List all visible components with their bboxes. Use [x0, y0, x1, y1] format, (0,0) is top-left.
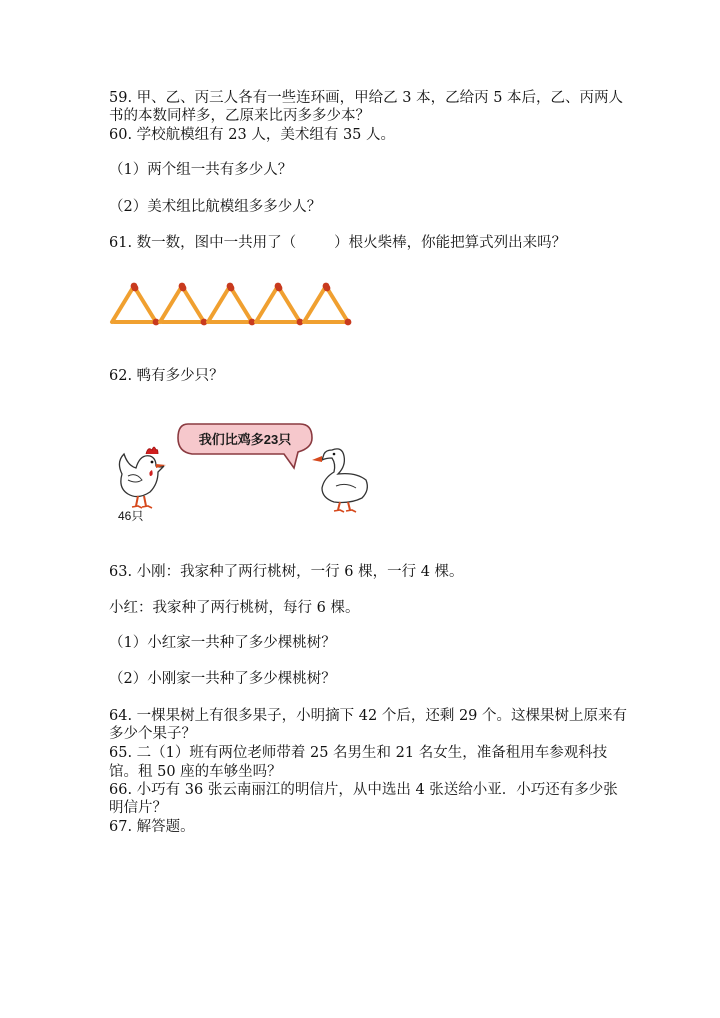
q63-sub1: （1）小红家一共种了多少棵桃树？ [109, 635, 336, 651]
q59-line1: 59. 甲、乙、丙三人各有一些连环画，甲给乙 3 本，乙给丙 5 本后，乙、丙两人 [109, 90, 624, 106]
q62-stem: 62. 鸭有多少只？ [109, 368, 224, 384]
q60-sub2: （2）美术组比航模组多多少人？ [109, 199, 322, 215]
q61-stem [109, 233, 566, 253]
q60-stem: 60. 学校航模组有 23 人，美术组有 35 人。 [109, 127, 396, 143]
matchstick [324, 285, 348, 322]
q61-stem-before: 61. 数一数，图中一共用了（ [109, 235, 297, 251]
q63-sub2: （2）小刚家一共种了多少棵桃树？ [109, 671, 336, 687]
chicken-duck-figure [108, 414, 378, 524]
chicken-icon [119, 447, 166, 508]
q59-line2: 书的本数同样多，乙原来比丙多多少本？ [109, 108, 370, 124]
q65-line1: 65. 二（1）班有两位老师带着 25 名男生和 21 名女生，准备租用车参观科技 [109, 745, 608, 761]
matchstick-triangles-figure [108, 280, 358, 330]
chicken-count-label: 46只 [118, 509, 144, 523]
matchstick [180, 285, 204, 322]
q63-line1: 63. 小刚：我家种了两行桃树，一行 6 棵，一行 4 棵。 [109, 564, 464, 580]
q63-line2: 小红：我家种了两行桃树，每行 6 棵。 [109, 600, 360, 616]
q65-line2: 馆。租 50 座的车够坐吗？ [109, 764, 282, 780]
matchstick [132, 285, 156, 322]
q64-line2: 多少个果子？ [109, 726, 196, 742]
q61-stem-after: ）根火柴棒，你能把算式列出来吗？ [334, 235, 567, 251]
q60-sub1: （1）两个组一共有多少人？ [109, 162, 293, 178]
q66-line2: 明信片？ [109, 800, 167, 816]
q66-line1: 66. 小巧有 36 张云南丽江的明信片，从中选出 4 张送给小亚．小巧还有多少张 [109, 782, 618, 798]
q67-stem: 67. 解答题。 [109, 819, 195, 835]
matchstick [276, 285, 300, 322]
q64-line1: 64. 一棵果树上有很多果子，小明摘下 42 个后，还剩 29 个。这棵果树上原来有 [109, 708, 628, 724]
bubble-text: 我们比鸡多23只 [198, 432, 292, 447]
duck-icon [312, 449, 367, 512]
matchstick [228, 285, 252, 322]
